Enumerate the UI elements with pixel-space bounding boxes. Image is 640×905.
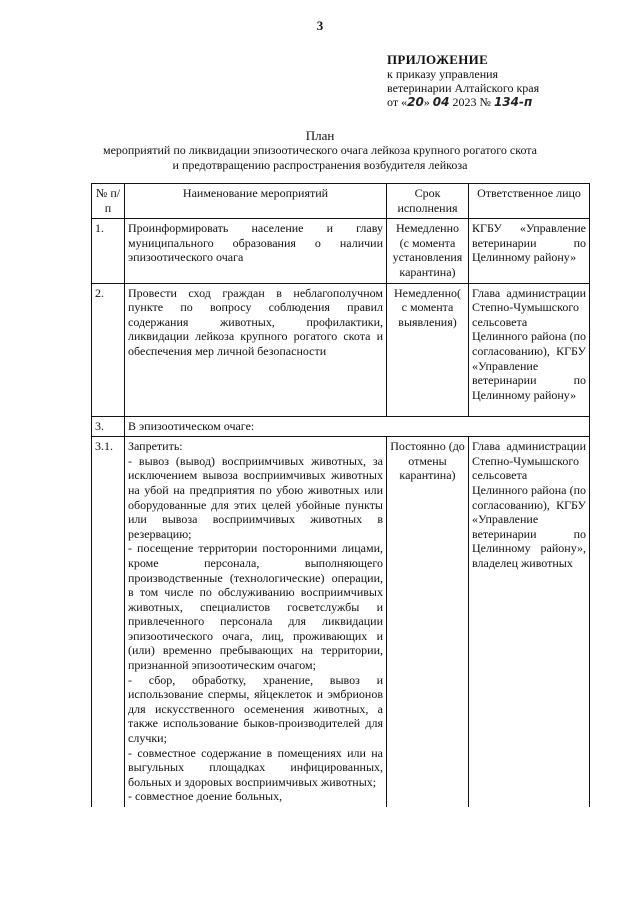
header-num: № п/п [92, 184, 125, 219]
date-month: 04 [432, 95, 450, 109]
row-term: Немедленно( с момента выявления) [387, 283, 469, 416]
appendix-date-line [387, 95, 607, 109]
table-header-row [92, 184, 590, 219]
row-item: - совместное доение больных, [128, 789, 283, 804]
row-item: - посещение территории посторонними лицами, кроме персонала, выполняющего производственные (технологические) операции, в том числе по обслуживанию восприимчивых животных, специалистов госветслужбы и привлеченного персонала для ликвидации эпизоотического очага, лиц, проживающих и (или) временно пребывающих на территории, признанной эпизоотическим очагом; [128, 541, 383, 673]
row-item: - сбор, обработку, хранение, вывоз и использование спермы, яйцеклеток и эмбрионов для искусственного осеменения животных, а также использование быков-производителей для случки; [128, 672, 383, 746]
section-title: В эпизоотическом очаге: [125, 416, 590, 437]
header-resp: Ответственное лицо [469, 184, 590, 219]
header-term: Срок исполнения [387, 184, 469, 219]
appendix-title: ПРИЛОЖЕНИЕ [387, 52, 489, 67]
date-day: 20 [407, 95, 424, 109]
appendix-line1: к приказу управления [387, 67, 499, 81]
title-sub2: и предотвращению распространения возбудителя лейкоза [172, 158, 468, 172]
row-resp: Глава администрации Степно-Чумышского сельсовета Целинного района (по согласованию), КГБУ «Управление ветеринарии по Целинному району», владелец животных [469, 437, 590, 807]
date-prefix: от « [387, 95, 408, 109]
date-mid: » [423, 95, 430, 109]
title-sub1: мероприятий по ликвидации эпизоотического очага лейкоза крупного рогатого скота [102, 143, 538, 157]
table-section-row [92, 416, 590, 437]
appendix-line2: ветеринарии Алтайского края [387, 81, 540, 95]
row-term: Постоянно (до отмены карантина) [387, 437, 469, 807]
row-resp: Глава администрации Степно-Чумышского сельсовета Целинного района (по согласованию), КГБУ «Управление ветеринарии по Целинному району» [469, 283, 590, 416]
row-term: Немедленно (с момента установления карантина) [387, 219, 469, 283]
row-name [125, 437, 387, 807]
appendix-block [387, 53, 607, 109]
row-name: Проинформировать население и главу муниципального образования о наличии эпизоотического очага [125, 219, 387, 283]
row-resp: КГБУ «Управление ветеринарии по Целинному району» [469, 219, 590, 283]
row-num: 2. [92, 283, 125, 416]
title-main: План [305, 128, 335, 143]
row-num: 3. [92, 416, 125, 437]
table-row [92, 283, 590, 416]
row-item: - совместное содержание в помещениях или на выгульных площадках инфицированных, больных и здоровых восприимчивых животных; [128, 745, 383, 789]
row-num: 3.1. [92, 437, 125, 807]
table-row [92, 437, 590, 807]
page-number: 3 [316, 18, 324, 33]
row-num: 1. [92, 219, 125, 283]
date-year-no: 2023 № [452, 95, 491, 109]
row-item: - вывоз (вывод) восприимчивых животных, за исключением вывоза восприимчивых животных на убой на предприятия по убою животных или оборудованные для этих целей убойные пункты или вывоза восприимчивых животных в резервацию; [128, 453, 383, 541]
table-row [92, 219, 590, 283]
row-name-title: Запретить: [128, 439, 183, 454]
document-title [60, 128, 580, 173]
order-number: 134-п [493, 95, 533, 109]
header-name: Наименование мероприятий [125, 184, 387, 219]
measures-table [91, 183, 590, 807]
row-name: Провести сход граждан в неблагополучном пункте по вопросу соблюдения правил содержания животных, профилактики, ликвидации лейкоза крупного рогатого скота и обеспечения мер личной безопасности [125, 283, 387, 416]
